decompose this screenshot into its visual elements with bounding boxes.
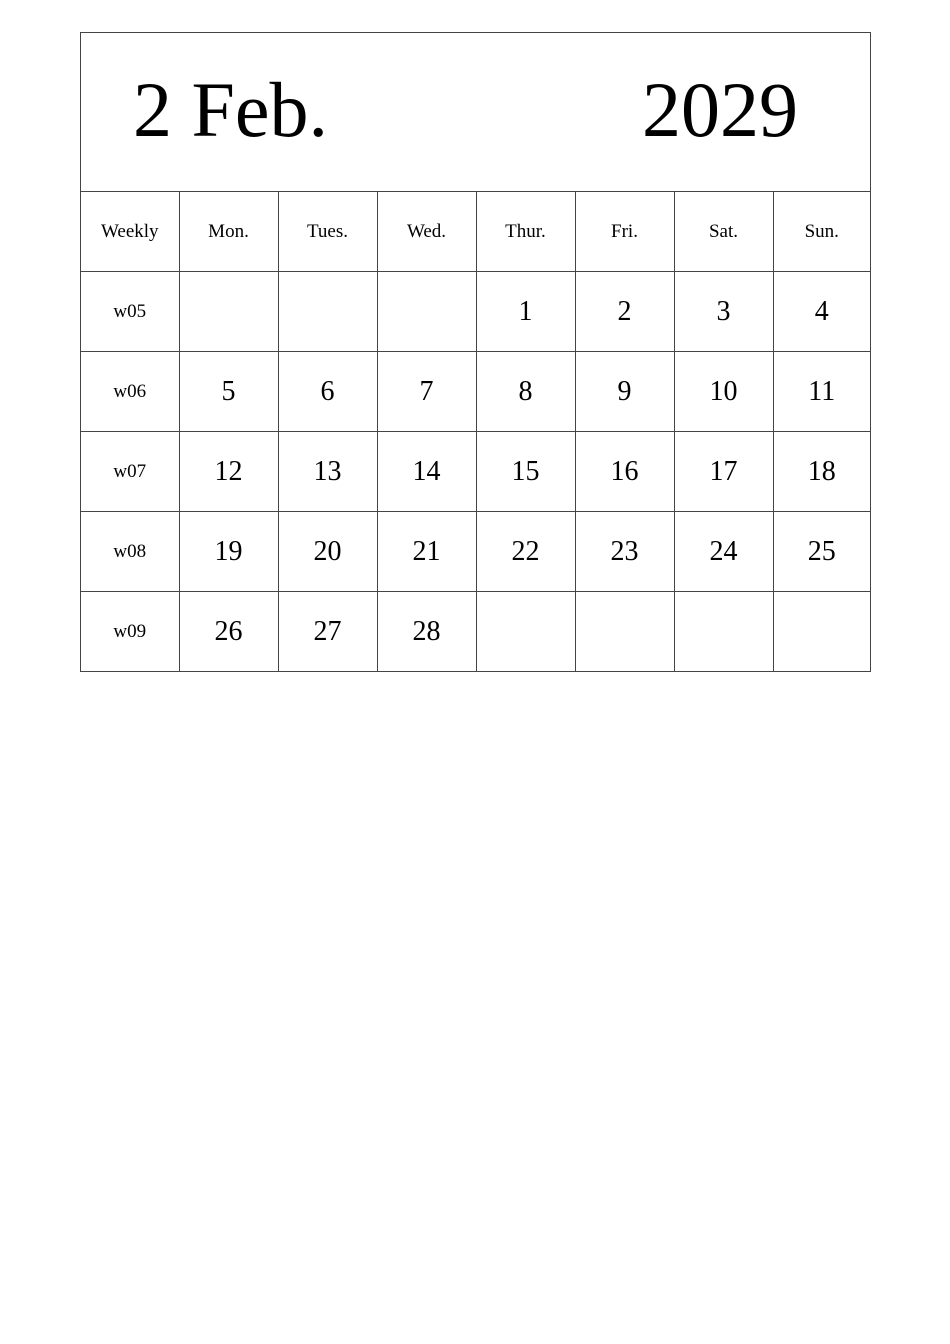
day-cell [377, 272, 476, 352]
week-row [81, 352, 870, 432]
day-cell: 1 [476, 272, 575, 352]
day-cell [476, 592, 575, 672]
day-cell: 14 [377, 432, 476, 512]
column-header-thur: Thur. [476, 192, 575, 272]
week-number: w07 [81, 432, 179, 512]
day-cell: 10 [674, 352, 773, 432]
day-cell: 4 [773, 272, 870, 352]
week-row [81, 272, 870, 352]
day-cell: 3 [674, 272, 773, 352]
day-cell: 9 [575, 352, 674, 432]
day-cell [179, 272, 278, 352]
day-cell: 25 [773, 512, 870, 592]
column-header-mon: Mon. [179, 192, 278, 272]
day-cell: 26 [179, 592, 278, 672]
year-title: 2029 [642, 66, 798, 153]
day-cell: 24 [674, 512, 773, 592]
day-cell: 22 [476, 512, 575, 592]
week-row [81, 512, 870, 592]
day-cell: 28 [377, 592, 476, 672]
week-number: w08 [81, 512, 179, 592]
day-cell [674, 592, 773, 672]
column-header-weekly: Weekly [81, 192, 179, 272]
day-cell: 13 [278, 432, 377, 512]
day-cell: 2 [575, 272, 674, 352]
day-cell: 21 [377, 512, 476, 592]
day-cell: 5 [179, 352, 278, 432]
day-cell: 27 [278, 592, 377, 672]
column-header-fri: Fri. [575, 192, 674, 272]
weekday-header-row [81, 192, 870, 272]
day-cell: 20 [278, 512, 377, 592]
day-cell: 11 [773, 352, 870, 432]
day-cell: 19 [179, 512, 278, 592]
day-cell [773, 592, 870, 672]
day-cell: 23 [575, 512, 674, 592]
column-header-sat: Sat. [674, 192, 773, 272]
calendar-grid [81, 192, 870, 671]
column-header-tues: Tues. [278, 192, 377, 272]
day-cell: 12 [179, 432, 278, 512]
day-cell [575, 592, 674, 672]
week-number: w05 [81, 272, 179, 352]
week-number: w09 [81, 592, 179, 672]
column-header-sun: Sun. [773, 192, 870, 272]
day-cell: 16 [575, 432, 674, 512]
month-title: 2 Feb. [133, 66, 328, 153]
week-number: w06 [81, 352, 179, 432]
week-row [81, 432, 870, 512]
column-header-wed: Wed. [377, 192, 476, 272]
day-cell [278, 272, 377, 352]
calendar-header [81, 33, 870, 192]
day-cell: 6 [278, 352, 377, 432]
calendar [80, 32, 871, 672]
day-cell: 15 [476, 432, 575, 512]
day-cell: 7 [377, 352, 476, 432]
week-row [81, 592, 870, 672]
day-cell: 18 [773, 432, 870, 512]
day-cell: 17 [674, 432, 773, 512]
day-cell: 8 [476, 352, 575, 432]
